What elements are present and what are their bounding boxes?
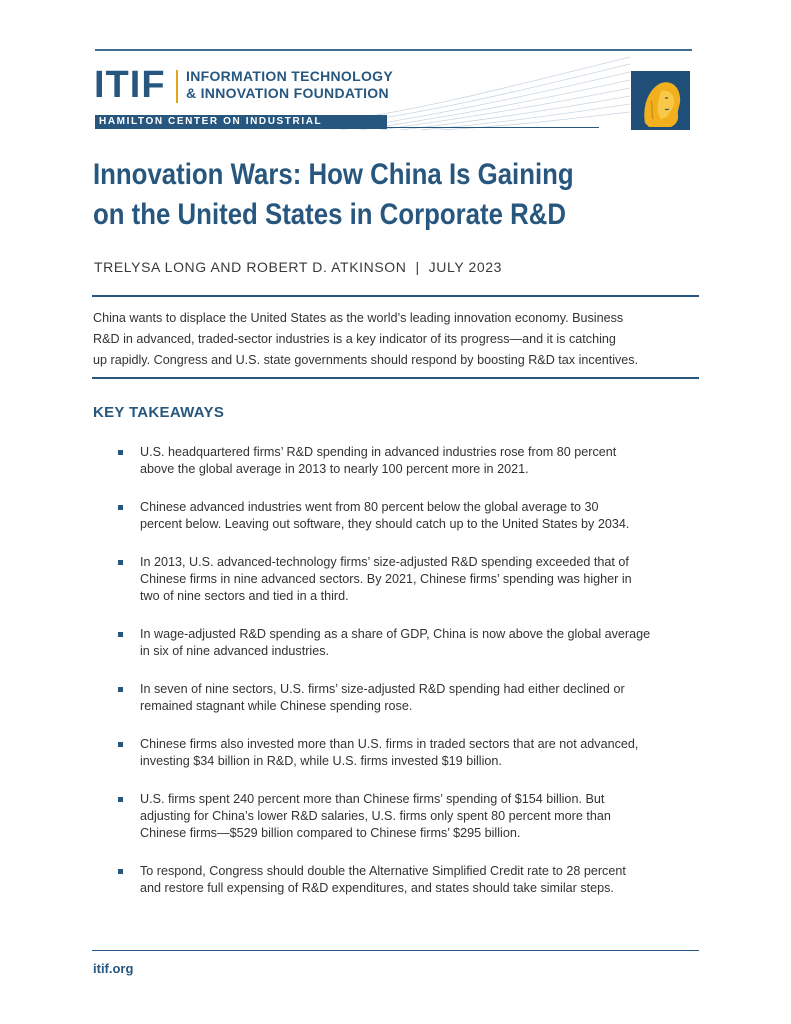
takeaway-line: remained stagnant while Chinese spending rose. xyxy=(140,699,413,713)
bullet-icon xyxy=(118,560,123,565)
abstract-top-rule xyxy=(92,295,699,297)
itif-logo[interactable]: ITIF xyxy=(94,64,166,106)
report-title xyxy=(93,155,643,235)
takeaway-item xyxy=(118,791,708,842)
report-title-line-2: on the United States in Corporate R&D xyxy=(93,198,567,231)
takeaway-line: In wage-adjusted R&D spending as a share of GDP, China is now above the global average xyxy=(140,627,651,641)
takeaway-line: and restore full expensing of R&D expenditures, and states should take similar steps. xyxy=(140,881,614,895)
takeaway-line: To respond, Congress should double the Alternative Simplified Credit rate to 28 percent xyxy=(140,864,626,878)
takeaway-line: U.S. firms spent 240 percent more than Chinese firms’ spending of $154 billion. But xyxy=(140,792,605,806)
takeaway-item xyxy=(118,681,708,715)
abstract-line: up rapidly. Congress and U.S. state governments should respond by boosting R&D tax incentives. xyxy=(93,353,639,367)
takeaway-item xyxy=(118,626,708,660)
organization-name-line-2: & INNOVATION FOUNDATION xyxy=(186,85,389,101)
takeaway-line: in six of nine advanced industries. xyxy=(140,644,330,658)
abstract-line: China wants to displace the United States as the world’s leading innovation economy. Business xyxy=(93,311,624,325)
takeaway-line: In seven of nine sectors, U.S. firms’ size-adjusted R&D spending had either declined or xyxy=(140,682,625,696)
takeaway-line: above the global average in 2013 to nearly 100 percent more in 2021. xyxy=(140,462,529,476)
organization-name xyxy=(186,68,393,102)
header-top-rule xyxy=(95,49,692,51)
abstract-line: R&D in advanced, traded-sector industries is a key indicator of its progress—and it is catching xyxy=(93,332,616,346)
bullet-icon xyxy=(118,687,123,692)
takeaway-line: Chinese advanced industries went from 80 percent below the global average to 30 xyxy=(140,500,599,514)
abstract xyxy=(93,308,703,371)
takeaway-item xyxy=(118,554,708,605)
abstract-bottom-rule xyxy=(92,377,699,379)
bullet-icon xyxy=(118,632,123,637)
takeaway-line: Chinese firms in nine advanced sectors. By 2021, Chinese firms’ spending was higher in xyxy=(140,572,632,586)
takeaway-item xyxy=(118,863,708,897)
website-link[interactable]: itif.org xyxy=(93,961,134,976)
key-takeaways-list xyxy=(118,444,708,918)
takeaway-line: In 2013, U.S. advanced-technology firms’ size-adjusted R&D spending exceeded that of xyxy=(140,555,629,569)
center-name-band: HAMILTON CENTER ON INDUSTRIAL STRATEGY xyxy=(95,115,387,129)
bullet-icon xyxy=(118,869,123,874)
hamilton-portrait-icon xyxy=(631,71,690,130)
bullet-icon xyxy=(118,742,123,747)
takeaway-line: Chinese firms—$529 billion compared to Chinese firms’ $295 billion. xyxy=(140,826,521,840)
takeaway-line: percent below. Leaving out software, they should catch up to the United States by 2034. xyxy=(140,517,630,531)
key-takeaways-heading: KEY TAKEAWAYS xyxy=(93,404,225,421)
takeaway-line: two of nine sectors and tied in a third. xyxy=(140,589,349,603)
bullet-icon xyxy=(118,797,123,802)
report-title-line-1: Innovation Wars: How China Is Gaining xyxy=(93,158,574,191)
byline: TRELYSA LONG AND ROBERT D. ATKINSON | JULY 2023 xyxy=(94,259,503,275)
takeaway-item xyxy=(118,499,708,533)
footer-rule xyxy=(92,950,699,951)
bullet-icon xyxy=(118,505,123,510)
logo-divider xyxy=(176,70,178,103)
takeaway-item xyxy=(118,444,708,478)
center-name-rule xyxy=(387,127,599,128)
takeaway-line: investing $34 billion in R&D, while U.S. firms invested $19 billion. xyxy=(140,754,502,768)
takeaway-line: Chinese firms also invested more than U.S. firms in traded sectors that are not advanced, xyxy=(140,737,639,751)
takeaway-line: U.S. headquartered firms’ R&D spending in advanced industries rose from 80 percent xyxy=(140,445,617,459)
organization-name-line-1: INFORMATION TECHNOLOGY xyxy=(186,68,393,84)
takeaway-line: adjusting for China’s lower R&D salaries, U.S. firms only spent 80 percent more than xyxy=(140,809,611,823)
bullet-icon xyxy=(118,450,123,455)
takeaway-item xyxy=(118,736,708,770)
